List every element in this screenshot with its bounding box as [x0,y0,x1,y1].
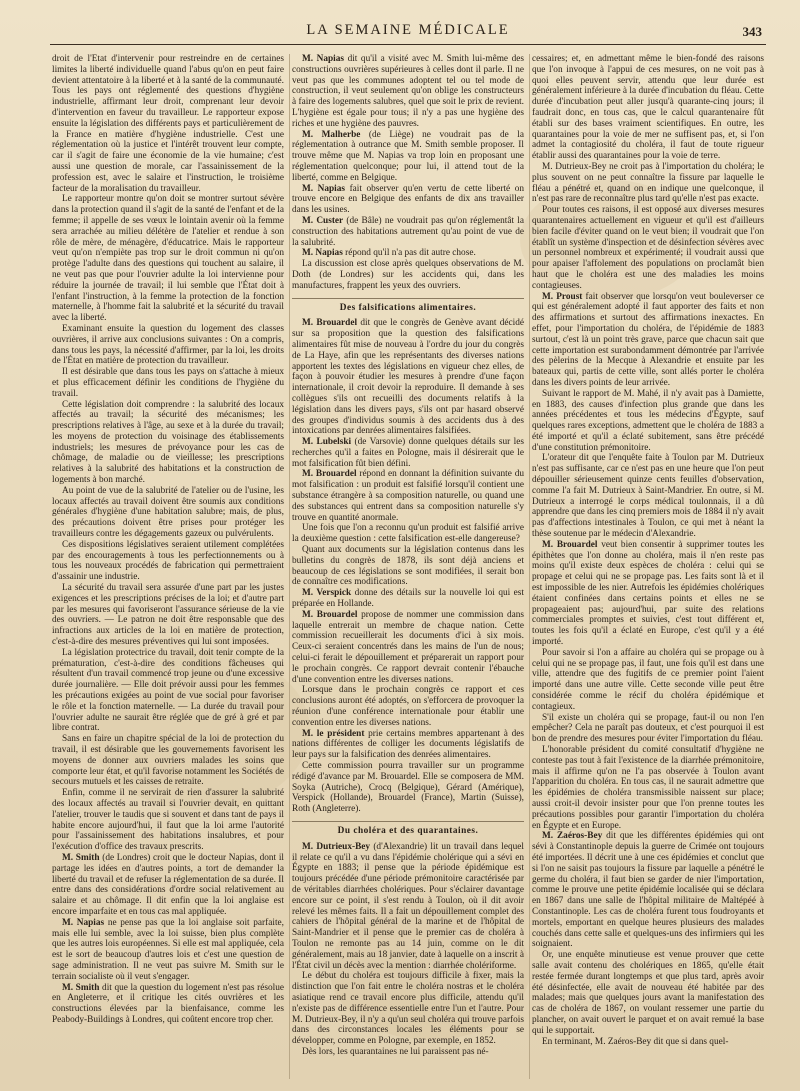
speaker-name: M. Verspick [302,588,352,599]
speaker-paragraph [532,292,764,389]
speaker-text: ne pense pas que la loi anglaise soit parfaite, mais elle lui semble, avec la loi suisse, bien plus complète que les autres lois européennes. Si elle est mal appliquée, cela est le sort de beaucoup d'autres lois et c'est une question de sage administration. Il ne veut pas suivre M. Smith sur le terrain socialiste où il veut s'engager. [52,917,284,982]
speaker-text: propose de nommer une commission dans laquelle entrerait un membre de chaque nation. Cette commission recueillerait les documents d'ici à six mois. Ceux-ci seraient concentrés dans les mains de l'un de nous; celui-ci ferait le dépouillement et préparerait un rapport pour le prochain congrès. Ce rapport devrait contenir l'ébauche d'une convention entre les diverses nations. [292,609,524,685]
speaker-paragraph [52,853,284,918]
paragraph: S'il existe un choléra qui se propage, faut-il ou non l'en empêcher? Cela ne paraît pas douteux, et c'est pourquoi il est bon de prendre des mesures pour éviter l'importation du fléau. [532,712,764,745]
speaker-name: M. Smith [62,852,100,863]
paragraph: Il est désirable que dans tous les pays on s'attache à mieux et plus efficacement définir les conditions de l'hygiène du travail. [52,367,284,399]
speaker-paragraph [52,983,284,1026]
speaker-paragraph [292,54,524,130]
speaker-paragraph [292,318,524,437]
speaker-text: (d'Alexandrie) lit un travail dans lequel il relate ce qu'il a vu dans l'épidémie cholérique qui a sévi en Égypte en 1883; il pense que la période épidémique est toujours précédée d'une période prémonitoire caractérisée par de véritables diarrhées cholériques. Pour s'éclairer davantage encore sur ce point, il s'est rendu à Toulon, où il dit avoir relevé les mêmes faits. Il a fait un dépouillement complet des cahiers de l'hôpital général de la marine et de l'hôpital de Saint-Mandrier et il pense que le premier cas de choléra à Toulon ne remonte pas au 14 juin, comme on le dit généralement, mais au 18 janvier, date à laquelle on a inscrit à l'État civil un décès avec la mention : diarrhée cholériforme. [292,841,524,971]
speaker-paragraph [52,918,284,983]
speaker-text: fait observer qu'en vertu de cette liberté on trouve encore en Belgique des enfants de dix ans travailler dans les usines. [292,183,524,216]
speaker-name: M. Brouardel [542,539,598,550]
section-heading: Des falsifications alimentaires. [292,298,524,314]
speaker-name: M. Napias [62,917,105,928]
paragraph: Or, une enquête minutieuse est venue prouver que cette salle avait contenu des cholériques en 1865, qu'elle était restée fermée durant longtemps et que plus tard, après avoir été désinfectée, elle avait de nouveau été habitée par des malades; mais que quelques jours avant la manifestation des cas de choléra de 1867, on voulant ressemer une partie du plancher, on avait ouvert le parquet et on avait remué la base qui le supportait. [532,950,764,1036]
paragraph: La législation protectrice du travail, doit tenir compte de la prématuration, c'est-à-dire des conditions fâcheuses qui résultent d'un travail commencé trop jeune ou d'une excessive durée journalière. — Elle doit prévoir aussi pour les femmes les précautions exigées au point de vue social pour favoriser le rôle et la fonction maternelle. — La durée du travail pour l'ouvrier adulte ne saurait être réglée que de gré à gré et par libre contrat. [52,647,284,734]
speaker-text: donne des détails sur la nouvelle loi qui est préparée en Hollande. [292,588,524,610]
paragraph: L'honorable président du comité consultatif d'hygiène ne conteste pas tout à fait l'existence de la diarrhée prémonitoire, mais il affirme qu'on ne l'a pas observée à Toulon avant l'apparition du choléra. En tous cas, il ne saurait admettre que les épidémies de choléra transmissible naissent sur place; aussi croit-il devoir insister pour que l'on prenne toutes les précautions possibles pour garantir l'importation du choléra en Égypte et en Europe. [532,745,764,831]
speaker-text: (de Varsovie) donne quelques détails sur les recherches qu'il a faites en Pologne, mais il désirerait que le mot falsification fût bien défini. [292,437,524,469]
paragraph: droit de l'État d'intervenir pour restreindre en de certaines limites la liberté individuelle quand l'abus qu'on en peut faire devient attentatoire à la liberté et à la santé de la communauté. Tous les pays ont réglementé des questions d'hygiène industrielle, affirmant leur droit, comprenant leur devoir d'intervention en faveur du travailleur. Le rapporteur expose ensuite la législation des différents pays et particulièrement de la France en matière d'hygiène industrielle. C'est une réglementation où la justice et l'intérêt trouvent leur compte, car il s'agit de faire une économie de la vie humaine; c'est aussi une question de morale, car l'assainissement de la profession est, avec le salaire et l'instruction, le troisième facteur de la moralisation du travailleur. [52,54,284,194]
paragraph: Dès lors, les quarantaines ne lui paraissent pas né- [302,1046,489,1057]
paragraph: Sans en faire un chapitre spécial de la loi de protection du travail, il est désirable que les gouvernements favorisent les moyens de donner aux ouvriers malades les soins que comporte leur état, et qu'il favorise notamment les Sociétés de secours mutuels et les caisses de retraite. [52,734,284,788]
paragraph: Pour savoir si l'on a affaire au choléra qui se propage ou à celui qui ne se propage pas, il faut, une fois qu'il est dans une ville, attendre que des fugitifs de ce premier point l'aient importé dans une autre ville. Cette seconde ville peut être considérée comme le récif du choléra épidémique et contagieux. [532,647,764,712]
speaker-text: (de Londres) croit que le docteur Napias, dont il partage les idées en d'autres points, a tort de demander la liberté du travail et de refuser la réglementation de sa durée. Il entre dans des considérations d'ordre social relativement au salaire et au chômage. Il dit enfin que la loi anglaise est encore imparfaite et en tous cas mal appliquée. [52,852,284,917]
paragraph: Cette commission pourra travailler sur un programme rédigé d'avance par M. Brouardel. Elle se composera de MM. Soyka (Autriche), Crocq (Belgique), Gérard (Amérique), Verspick (Hollande), Brouardel (France), Martin (Suisse), Roth (Angleterre). [292,761,524,815]
paragraph: Lorsque dans le prochain congrès ce rapport et ces conclusions auront été adoptés, on s'efforcera de provoquer la réunion d'une conférence internationale pour établir une convention entre les diverses nations. [292,685,524,728]
paragraph: Enfin, comme il ne servirait de rien d'assurer la salubrité des locaux affectés au travail si l'ouvrier devait, en quittant l'atelier, trouver le taudis que si souvent et dans tant de pays il habite encore aujourd'hui, il faut que la loi arme l'autorité pour l'assainissement des habitations insalubres, et pour l'exécution d'office des travaux prescrits. [52,788,284,853]
speaker-paragraph [292,610,524,686]
paragraph: Le rapporteur montre qu'on doit se montrer surtout sévère dans la protection quand il s'agit de la santé de l'enfant et de la femme; il appelle de ses vœux le lointain avenir où la femme sera arrachée au milieu délétère de l'atelier et rendue à son rôle de mère, de ménagère, d'éducatrice. Mais le rapporteur veut qu'on n'empiète pas trop sur le droit commun ni qu'on protège l'adulte dans des questions qui touchent au salaire, il ne veut pas que pour l'ouvrier adulte la loi intervienne pour réduire la journée de travail; il lui semble que l'État doit à l'enfant l'instruction, à la femme la protection de la fonction maternelle, à l'homme fait la salubrité et la sécurité du travail avec la liberté. [52,194,284,324]
speaker-name: M. le président [302,728,365,739]
paragraph: M. Dutrieux-Bey ne croit pas à l'importation du choléra; le plus souvent on ne peut connaître la fissure par laquelle le fléau a pénétré et, quand on en indique une quelconque, il n'est pas rare de reconnaître plus tard qu'elle n'est pas exacte. [532,161,764,205]
paragraph: Une fois que l'on a reconnu qu'un produit est falsifié arrive la deuxième question : cette falsification est-elle dangereuse? [292,523,524,545]
speaker-paragraph [292,130,524,184]
speaker-name: M. Zaéros-Bey [542,831,603,842]
speaker-text: dit que le congrès de Genève avant décidé sur sa proposition que la question des falsifications alimentaires fût mise de nouveau à l'ordre du jour du congrès de La Haye, afin que les représentants des diverses nations apportent les textes des législations en vigueur chez elles, de façon à pouvoir étudier les mesures à prendre d'une façon internationale, il croit devoir la reproduire. Il demande à ses collègues s'ils ont recueilli des documents relatifs à la législation dans les divers pays, s'ils ont par hasard observé des groupes d'individus soumis à des accidents dus à des intoxications par denrées alimentaires falsifiées. [292,318,524,437]
speaker-name: M. Proust [542,291,583,302]
paragraph: Pour toutes ces raisons, il est opposé aux diverses mesures quarantenaires actuellement en vigueur et qu'il est d'ailleurs bien facile d'éviter quand on le veut bien; il voudrait que l'on établît un système d'inspection et de désinfection sévères avec un personnel nombreux et expérimenté; il voudrait aussi que pour apaiser l'affolement des populations on proclamât bien haut que le choléra est une des maladies les moins contagieuses. [532,205,764,291]
speaker-name: M. Lubelski [302,437,352,448]
speaker-text: (de Liège) ne voudrait pas de la réglementation à outrance que M. Smith semble proposer. Il trouve même que M. Napias va trop loin en proposant une réglementation quelconque; pour lui, il attend tout de la liberté, comme en Belgique. [292,129,524,183]
speaker-name: M. Napias [302,248,343,259]
speaker-name: M. Napias [302,54,345,64]
journal-title: LA SEMAINE MÉDICALE [306,22,510,38]
column-1 [52,54,284,1079]
speaker-paragraph [292,216,524,248]
speaker-name: M. Brouardel [302,609,358,620]
paragraph: Suivant le rapport de M. Mahé, il n'y avait pas à Damiette, en 1883, des causes d'infection plus grande que dans les années précédentes et tous les médecins d'Égypte, sauf quelques rares exceptions, admettent que le choléra de 1883 a été importé et qu'il a éclaté subitement, sans être précédé d'une constitution prémonitoire. [532,388,764,453]
text-columns [52,54,764,1079]
page-number: 343 [742,24,762,39]
column-3 [529,54,764,1079]
speaker-name: M. Custer [302,215,344,226]
column-2 [289,54,524,1079]
paragraph: La discussion est close après quelques observations de M. Doth (de Londres) sur les accidents qui, dans les manufactures, frappent les yeux des ouvriers. [292,259,524,291]
speaker-text: dit que la question du logement n'est pas résolue en Angleterre, et il critique les cités ouvrières et les constructions élevées par la bienfaisance, comme les Peabody-Buildings à Londres, qui coûtent encore trop cher. [52,982,284,1025]
paragraph: Le début du choléra est toujours difficile à fixer, mais la distinction que l'on fait entre le choléra nostras et le choléra asiatique rend ce travail encore plus difficile, attendu qu'il n'existe pas de différence essentielle entre l'un et l'autre. Pour M. Dutrieux-Bey, il n'y a qu'un seul choléra qui trouve parfois dans des circonstances locales les éléments pour se développer, comme en Pologne, par exemple, en 1852. [292,971,524,1047]
speaker-name: M. Malherbe [302,129,361,140]
speaker-text: prie certains membres appartenant à des nations différentes de colliger les documents législatifs de leur pays sur la falsification des denrées alimentaires. [292,728,524,761]
speaker-text: veut bien consentir à supprimer toutes les épithètes que l'on donne au choléra, mais il n'en reste pas moins qu'il existe deux espèces de choléra : celui qui se propage et celui qui ne se propage pas. Les faits sont là et il est impossible de les nier. Autrefois les épidémies cholériques étaient confinées dans certains points et elles ne se propageaient pas; aujourd'hui, par suite des relations commerciales promptes et suivies, c'est tout différent et, toutes les fois qu'il a éclaté en Europe, c'est qu'il y a été importé. [532,539,764,648]
speaker-paragraph [532,831,764,950]
speaker-name: M. Smith [62,982,100,993]
speaker-paragraph [292,729,524,761]
paragraph: Ces dispositions législatives seraient utilement complétées par des encouragements à tous les perfectionnements ou à tous les nouveaux procédés de fabrication qui permettraient d'assainir une industrie. [52,539,284,583]
speaker-text: dit qu'il a visité avec M. Smith lui-même des constructions ouvrières supérieures à celles dont il parle. Il ne veut pas que les communes adoptent tel ou tel mode de construction, il veut seulement qu'on oblige les constructeurs à faire des logements salubres, quel que soit le prix de revient. L'hygiène est égale pour tous; il n'y a pas une hygiène des riches et une hygiène des pauvres. [292,54,524,129]
speaker-paragraph [292,842,524,972]
paragraph: En terminant, M. Zaéros-Bey dit que si dans quel- [542,1036,729,1047]
speaker-paragraph [292,248,524,259]
speaker-text: répond en donnant la définition suivante du mot falsification : un produit est falsifié lorsqu'il contient une substance étrangère à sa composition naturelle, ou quand une des substances qui entrent dans sa composition naturelle s'y trouve en quantité anormale. [292,469,524,523]
speaker-paragraph [292,437,524,469]
paragraph: cessaires; et, en admettant même le bien-fondé des raisons que l'on invoque à l'appui de ces mesures, on ne voit pas à quoi elles peuvent servir, attendu que leur durée est généralement inférieure à la durée d'incubation du fléau. Cette durée d'incubation peut aller jusqu'à quarante-cinq jours; il faudrait donc, en tous cas, que le calcul quarantenaire fût établi sur des bases vraiment scientifiques. En outre, les quarantaines pour la voie de mer ne suffisent pas, et, si l'on admet la contagiosité du choléra, il faut de toute rigueur établir aussi des quarantaines pour la voie de terre. [532,54,764,162]
speaker-text: fait observer que lorsqu'on veut bouleverser ce qui est généralement adopté il faut apporter des faits et non des affirmations et surtout des affirmations inexactes. En effet, pour l'importation du choléra, de l'épidémie de 1883 surtout, c'est là un point très grave, parce que chacun sait que cette importation est surabondamment démontrée par l'arrivée des pèlerins de la Mecque à Alexandrie et ensuite par les bateaux qui, partis de cette ville, sont allés porter le choléra dans les divers points de leur arrivée. [532,291,764,388]
speaker-paragraph [532,540,764,648]
speaker-name: M. Napias [302,183,346,194]
paragraph: Au point de vue de la salubrité de l'atelier ou de l'usine, les locaux affectés au travail doivent être soumis aux conditions générales d'hygiène d'une habitation salubre; mais, de plus, des précautions doivent être prises pour protéger les travailleurs contre les dégagements gazeux ou pulvérulents. [52,485,284,540]
speaker-paragraph [292,184,524,216]
paragraph: L'orateur dit que l'enquête faite à Toulon par M. Dutrieux n'est pas suffisante, car ce n'est pas en une heure que l'on peut dépouiller sérieusement quinze cents feuilles d'observation, comme l'a fait M. Dutrieux à Saint-Mandrier. En outre, si M. Dutrieux a interrogé le corps médical toulonnais, il a dû apprendre que dans les cinq premiers mois de 1884 il n'y avait pas d'affections intestinales à Toulon, ce qui met à néant la thèse soutenue par le médecin d'Alexandrie. [532,453,764,540]
speaker-name: M. Brouardel [302,318,358,329]
running-header [50,18,766,45]
section-heading: Du choléra et des quarantaines. [292,821,524,837]
speaker-text: répond qu'il n'a pas dit autre chose. [342,248,476,259]
speaker-text: (de Bâle) ne voudrait pas qu'on réglementât la construction des habitations autrement qu'au point de vue de la salubrité. [292,215,524,248]
speaker-paragraph [292,588,524,610]
speaker-name: M. Brouardel [302,469,357,480]
speaker-name: M. Dutrieux-Bey [302,841,371,852]
speaker-paragraph [292,469,524,523]
paragraph: Examinant ensuite la question du logement des classes ouvrières, il arrive aux conclusions suivantes : On a compris, dans tous les pays, la nécessité d'affirmer, par la loi, les droits de l'État en matière de protection du travailleur. [52,323,284,367]
paragraph: Cette législation doit comprendre : la salubrité des locaux affectés au travail; la sécurité des mécanismes; les prescriptions relatives à l'âge, au sexe et à la durée du travail; les moyens de protection du voisinage des établissements industriels; les mesures de prévoyance pour les cas de chômage, de maladie ou de vieillesse; les prescriptions relatives à la salubrité des habitations et la construction de logements à bon marché. [52,399,284,486]
paragraph: La sécurité du travail sera assurée d'une part par les justes exigences et les prescriptions précises de la loi; et d'autre part par les mesures qui favoriseront l'assurance sérieuse de la vie des ouvriers. — Le patron ne doit être responsable que des infractions aux articles de la loi en matière de protection, c'est-à-dire des mesures préventives qui lui sont imposées. [52,583,284,648]
speaker-text: dit que les différentes épidémies qui ont sévi à Constantinople depuis la guerre de Crimée ont toujours été importées. Il décrit une à une ces épidémies et conclut que si l'on ne saisit pas toujours la fissure par laquelle a pénétré le germe du choléra, il faut bien se garder de nier l'importation, comme le prouve une petite épidémie localisée qui se déclara en 1867 dans une salle de l'hôpital militaire de Maltépéé à Constantinople. Les cas de choléra furent tous foudroyants et mortels, emportant en quelque heures plusieurs des malades couchés dans cette salle et quelques-uns des infirmiers qui les soignaient. [532,831,764,950]
paragraph: Quant aux documents sur la législation contenus dans les bulletins du congrès de 1878, ils sont déjà anciens et beaucoup de ces législations se sont modifiées, il serait bon de connaître ces modifications. [292,545,524,588]
